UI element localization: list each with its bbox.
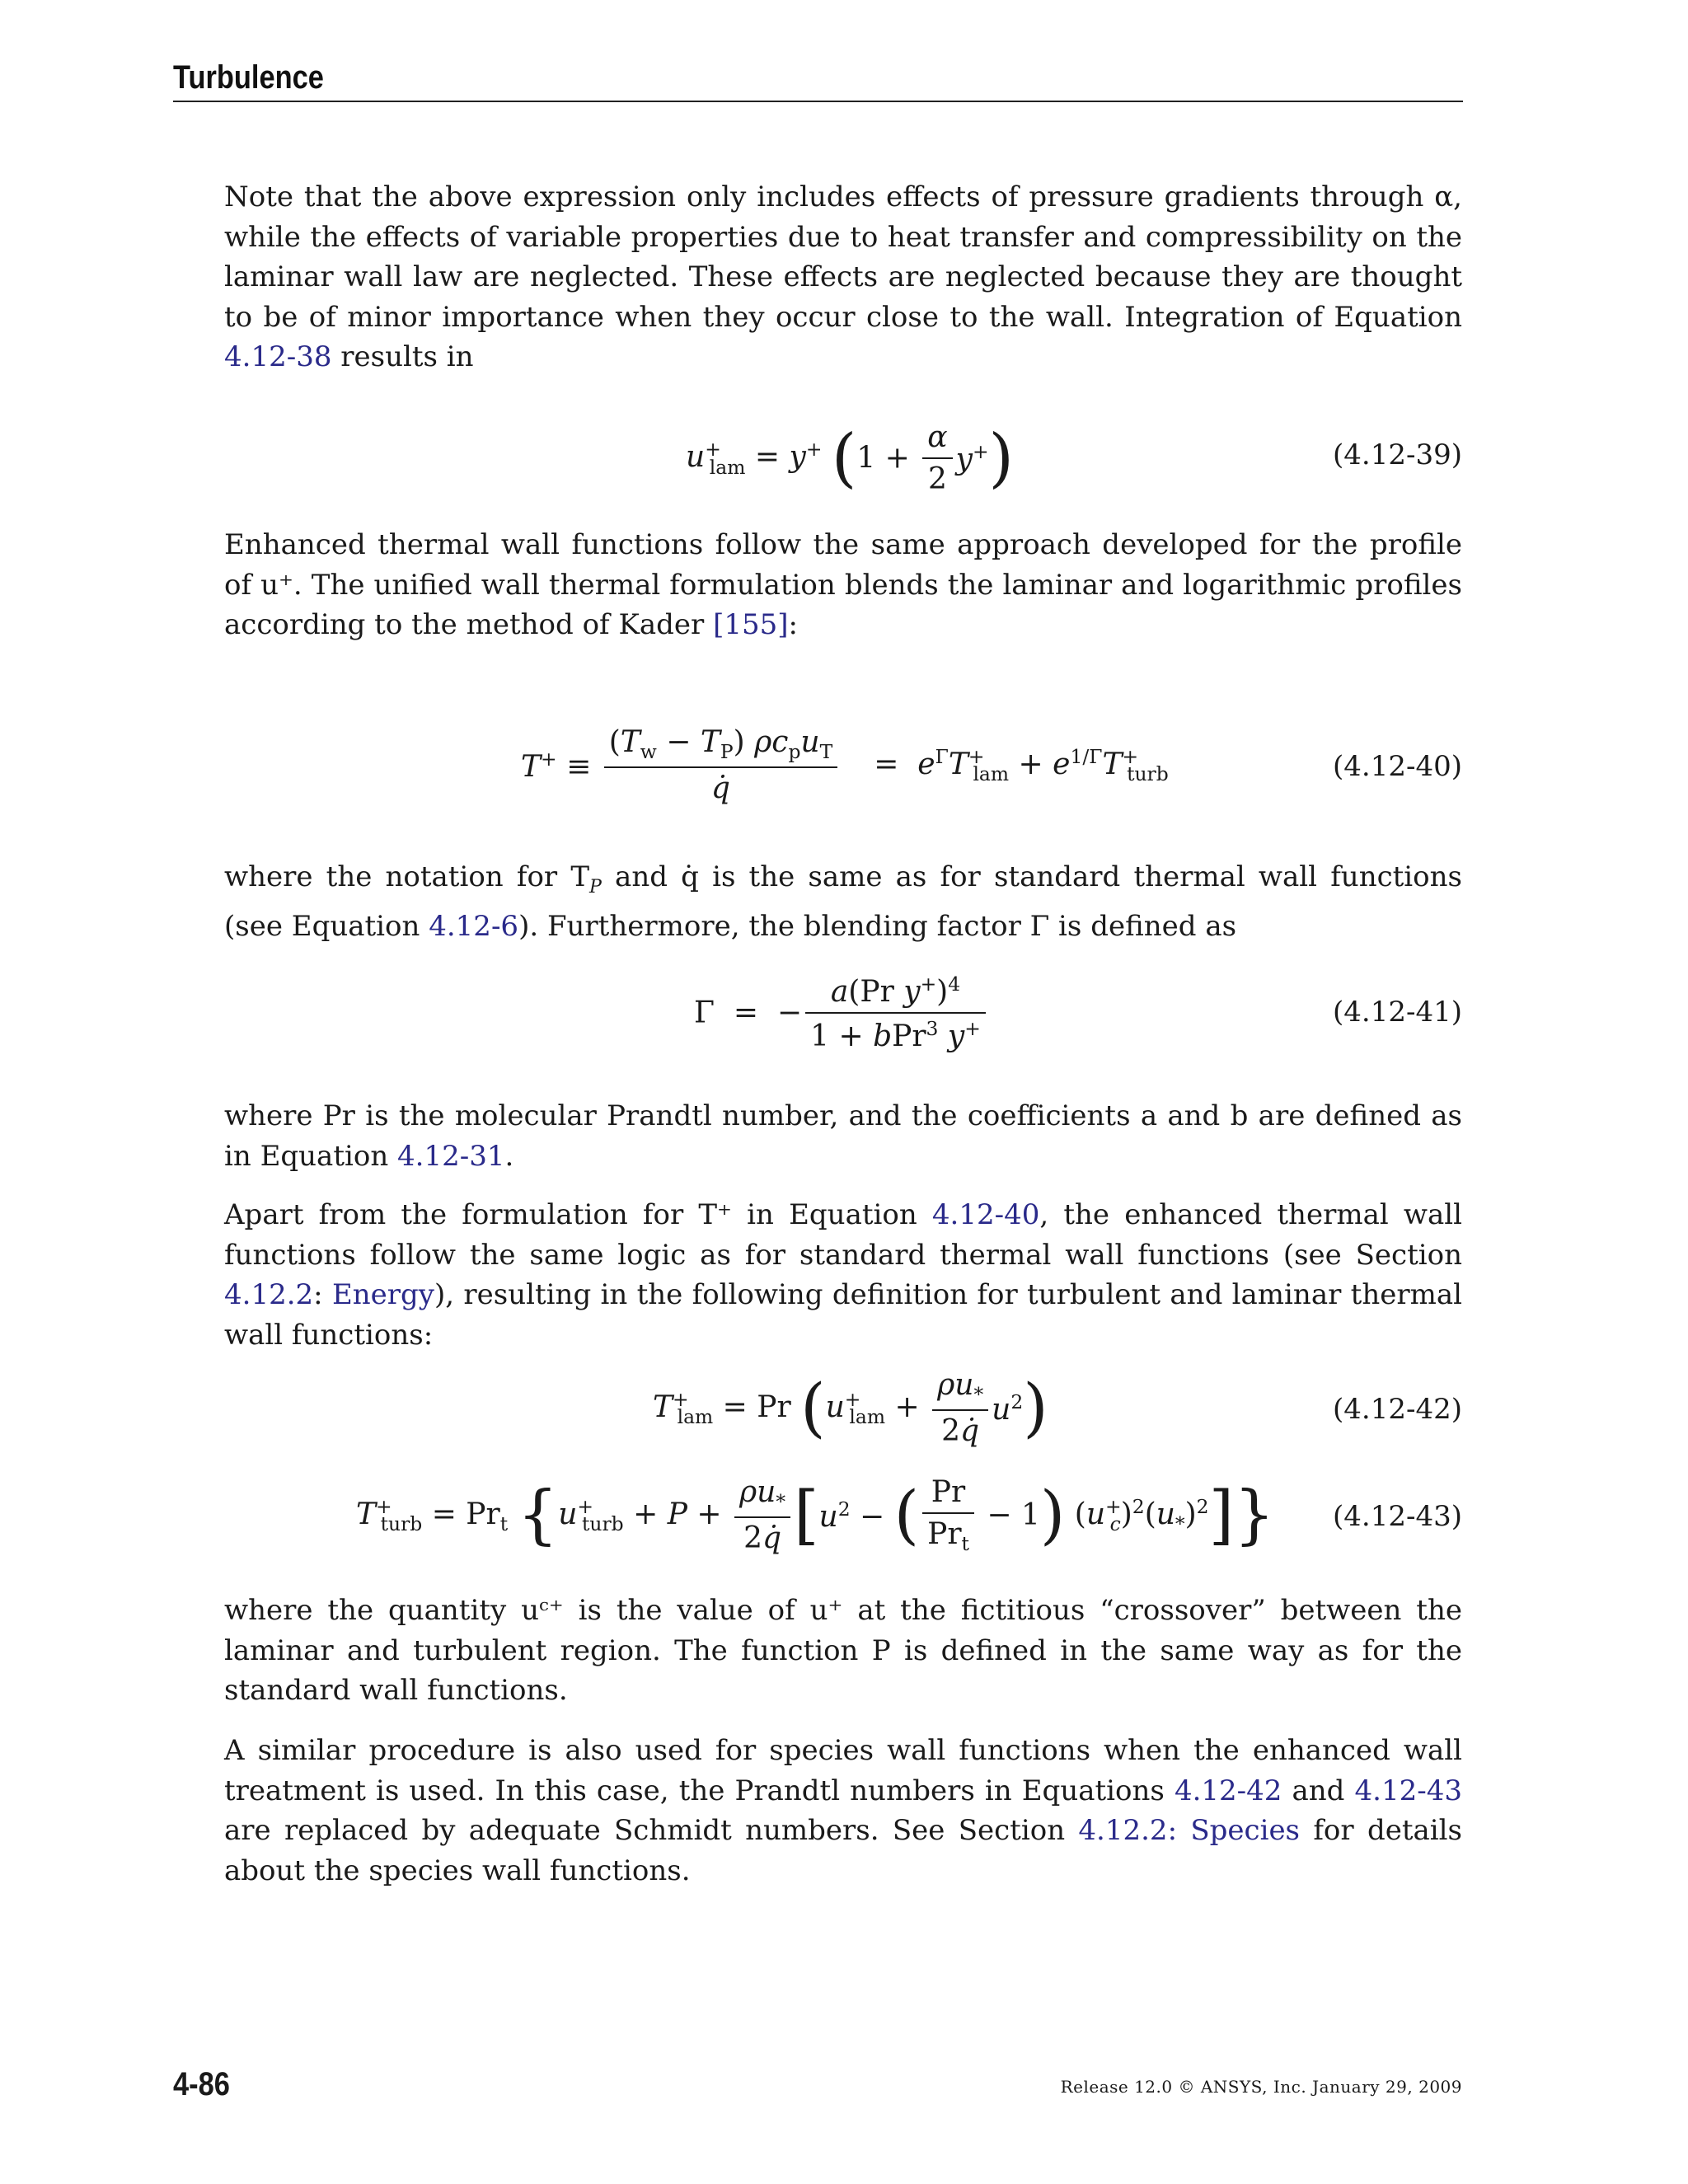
equation-4-12-40 — [224, 725, 1462, 816]
equation-4-12-41 — [224, 972, 1462, 1063]
paragraph-7 — [224, 1731, 1462, 1891]
equation-4-12-42-body: $T^+_{lam} = Pr$ ($u^+_{lam}$ + $\frac{\rho u_*}{2q̇}$ $u^2$) — [653, 1368, 1048, 1449]
equation-4-12-40-body: T+ ≡ $\frac{(T_w - T_P) \rho c_pu_T}{q̇}$ = $e^\Gamma T^+_{lam} + e^{1/\Gamma}T^+_{turb}$ — [521, 725, 1169, 806]
link-eq-4-12-31[interactable]: 4.12-31 — [397, 1139, 505, 1173]
paragraph-1-end: results in — [331, 340, 474, 373]
equation-4-12-43-body: $T^+_{turb} = Pr_t$ {$u^+_{turb} + P$ + $\frac{\rho u_*}{2q̇}$ [$u^2$ − ( $\frac{Pr}{Pr_t}$ − 1) $(u^+_c)^2(u_*)^2$]} — [356, 1475, 1275, 1556]
equation-4-12-41-body: Γ = − $\frac{a(Pr y^+)^4}{1 + bPr^3 y^+}$ — [694, 972, 989, 1053]
paragraph-6-text: where the quantity uᶜ⁺ is the value of u⁺ at the fictitious “crossover” between the laminar and turbulent region. The function P is defined in the same way as for the standard wall functions. — [224, 1594, 1462, 1707]
paragraph-3-text-a: where the notation for T — [224, 860, 590, 893]
link-energy[interactable]: Energy — [331, 1278, 435, 1311]
link-eq-4-12-40[interactable]: 4.12-40 — [931, 1198, 1040, 1231]
link-section-4-12-2[interactable]: 4.12.2 — [224, 1278, 314, 1311]
equation-4-12-42 — [224, 1368, 1462, 1459]
paragraph-5-text-b: , the enhanced thermal wall functions follow the same logic as for standard thermal wall functions (see Section — [224, 1198, 1462, 1272]
paragraph-4-text-b: . — [504, 1139, 514, 1173]
link-eq-4-12-42[interactable]: 4.12-42 — [1174, 1774, 1282, 1807]
link-ref-155[interactable]: [155] — [713, 608, 789, 641]
equation-number: (4.12-40) — [1333, 750, 1462, 783]
paragraph-1 — [224, 177, 1462, 377]
paragraph-7-text-b: and — [1282, 1774, 1355, 1807]
link-section-species[interactable]: 4.12.2: Species — [1078, 1814, 1301, 1847]
link-eq-4-12-43[interactable]: 4.12-43 — [1354, 1774, 1462, 1807]
equation-4-12-39 — [224, 420, 1462, 494]
paragraph-2-text: Enhanced thermal wall functions follow the same approach developed for the profile of u⁺. The unified wall thermal formulation blends the laminar and logarithmic profiles according to the method of Kader — [224, 528, 1462, 641]
paragraph-5-text-c: : — [313, 1278, 332, 1311]
page-number: 4-86 — [173, 2066, 230, 2102]
running-header: Turbulence — [173, 59, 324, 96]
equation-4-12-39-body: $u^+_{lam} = y^+$ (1 + $\frac{\alpha}{2}$ y+) — [686, 420, 1014, 496]
paragraph-2-end: : — [788, 608, 798, 641]
paragraph-7-text-a: A similar procedure is also used for species wall functions when the enhanced wall treatment is used. In this case, the Prandtl numbers in Equations — [224, 1734, 1462, 1807]
equation-number: (4.12-43) — [1333, 1500, 1462, 1533]
link-eq-4-12-38[interactable]: 4.12-38 — [224, 340, 332, 373]
equation-number: (4.12-39) — [1333, 438, 1462, 471]
equation-4-12-43 — [224, 1475, 1462, 1566]
link-eq-4-12-6[interactable]: 4.12-6 — [429, 910, 519, 944]
paragraph-5-text-a: Apart from the formulation for T⁺ in Equation — [224, 1198, 932, 1231]
paragraph-6 — [224, 1591, 1462, 1711]
paragraph-4 — [224, 1096, 1462, 1176]
paragraph-5 — [224, 1195, 1462, 1355]
header-rule — [173, 101, 1463, 102]
paragraph-2 — [224, 525, 1462, 645]
paragraph-1-text: Note that the above expression only includes effects of pressure gradients through α, while the effects of variable properties due to heat transfer and compressibility on the laminar wall law are neglected. These effects are neglected because they are thought to be of minor importance when they occur close to the wall. Integration of Equation — [224, 180, 1462, 334]
paragraph-7-text-d: for details about the species wall functions. — [224, 1814, 1462, 1887]
paragraph-4-text-a: where Pr is the molecular Prandtl number, and the coefficients a and b are defined as in Equation — [224, 1099, 1462, 1173]
paragraph-3: where the notation for $T_P$ and q̇ is the same as for standard thermal wall functions (see Equation 4.12-6). Furthermore, the blending factor Γ is defined as — [224, 860, 1462, 944]
paragraph-3-text-c: ). Furthermore, the blending factor Γ is defined as — [518, 910, 1237, 944]
release-footer: Release 12.0 © ANSYS, Inc. January 29, 2009 — [1060, 2077, 1462, 2097]
paragraph-3-text-b: and q̇ is the same as for standard thermal wall functions (see Equation — [224, 860, 1462, 944]
paragraph-5-text-d: ), resulting in the following definition for turbulent and laminar thermal wall functions: — [224, 1278, 1462, 1352]
equation-number: (4.12-42) — [1333, 1393, 1462, 1426]
paragraph-7-text-c: are replaced by adequate Schmidt numbers. See Section — [224, 1814, 1079, 1847]
equation-number: (4.12-41) — [1333, 996, 1462, 1029]
